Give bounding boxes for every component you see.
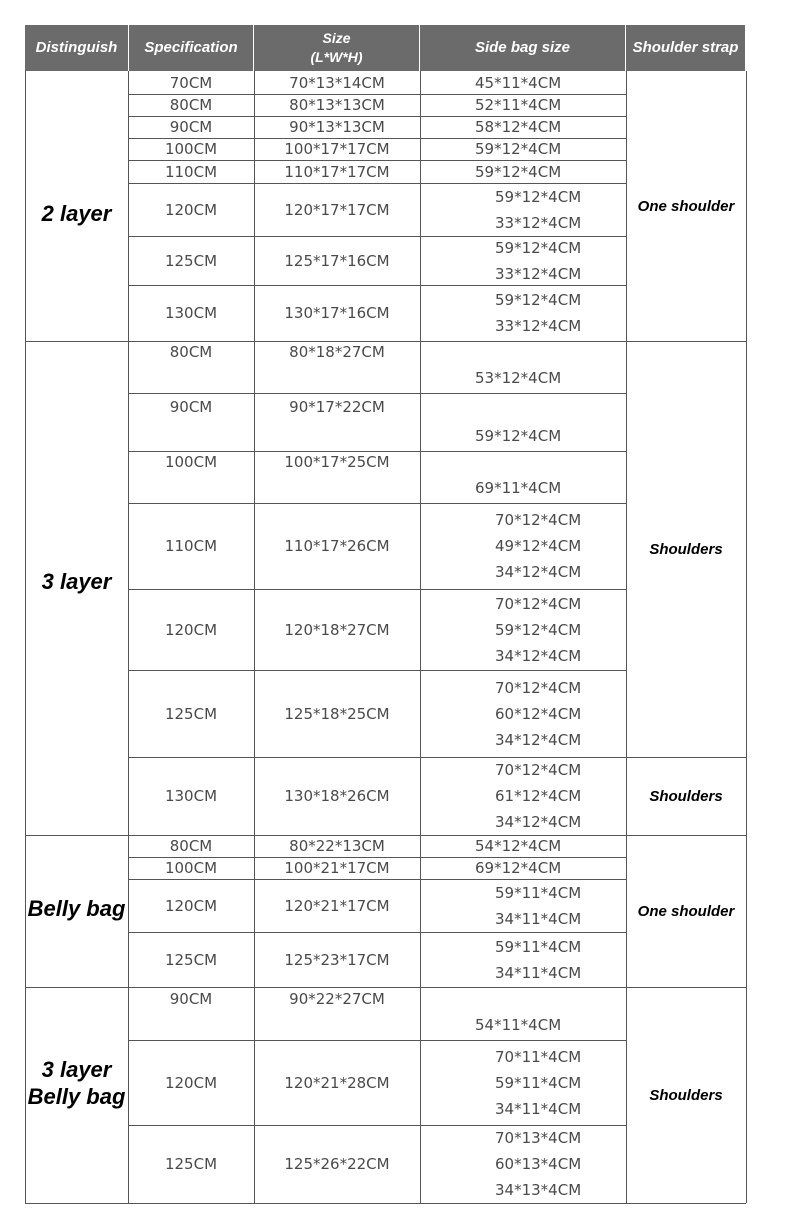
side-bag-size-value: 69*11*4CM (475, 479, 562, 497)
side-bag-size-value: 33*12*4CM (495, 213, 582, 232)
spec-cell: 120CM (164, 620, 218, 639)
side-bag-size-value: 61*12*4CM (495, 787, 582, 805)
size-cell: 110*17*26CM (284, 537, 390, 555)
size-cell: 90*22*27CM (289, 989, 385, 1008)
side-bag-size-value: 70*12*4CM (495, 511, 582, 529)
group-label-line: Belly bag (27, 1084, 126, 1109)
side-bag-size-value: 59*12*4CM (495, 238, 582, 257)
side-bag-size-value: 58*12*4CM (475, 118, 562, 136)
side-bag-size-value: 34*12*4CM (495, 730, 582, 749)
header-specification: Specification (129, 25, 253, 71)
side-bag-cell (420, 589, 626, 670)
size-cell: 90*13*13CM (289, 118, 385, 136)
group-label-line: 3 layer (41, 1057, 112, 1082)
spec-cell: 80CM (169, 837, 213, 855)
side-bag-size-value: 34*11*4CM (495, 1099, 582, 1118)
size-cell: 120*18*27CM (284, 620, 390, 639)
side-bag-size-value: 60*13*4CM (495, 1155, 582, 1173)
side-bag-cell (420, 932, 626, 987)
size-cell: 125*26*22CM (284, 1155, 390, 1173)
side-bag-size-value: 70*12*4CM (495, 678, 582, 697)
spec-cell: 120CM (164, 896, 218, 915)
header-size (254, 25, 419, 71)
side-bag-cell (420, 835, 626, 857)
header-size-line2: (L*W*H) (310, 49, 363, 65)
shoulder-strap-cell: Shoulders (649, 540, 723, 558)
side-bag-size-value: 59*11*4CM (495, 1073, 582, 1092)
size-cell: 120*21*28CM (284, 1073, 390, 1092)
side-bag-size-value: 70*12*4CM (495, 761, 582, 779)
size-cell: 125*17*16CM (284, 251, 390, 270)
group-label (25, 832, 128, 984)
side-bag-cell (420, 987, 626, 1040)
spec-cell: 100CM (164, 453, 218, 471)
side-bag-size-value: 34*11*4CM (495, 963, 582, 982)
size-cell: 80*18*27CM (289, 343, 385, 361)
spec-cell: 80CM (169, 343, 213, 361)
side-bag-cell (420, 116, 626, 138)
group-label-line: 3 layer (41, 568, 112, 594)
side-bag-size-value: 59*12*4CM (495, 620, 582, 639)
size-cell: 90*17*22CM (289, 398, 385, 416)
side-bag-cell (420, 94, 626, 116)
size-cell: 70*13*14CM (289, 73, 385, 92)
header-shoulder-strap: Shoulder strap (626, 25, 745, 71)
side-bag-size-value: 34*12*4CM (495, 646, 582, 665)
side-bag-cell (420, 857, 626, 879)
side-bag-size-value: 34*13*4CM (495, 1181, 582, 1199)
spec-cell: 70CM (169, 73, 213, 92)
side-bag-cell (420, 451, 626, 503)
size-cell: 80*22*13CM (289, 837, 385, 855)
side-bag-cell (420, 879, 626, 932)
spec-cell: 130CM (164, 304, 218, 322)
spec-cell: 125CM (164, 950, 218, 969)
side-bag-cell (420, 393, 626, 451)
spec-cell: 80CM (169, 96, 213, 114)
side-bag-size-value: 59*11*4CM (495, 937, 582, 956)
shoulder-strap-cell: One shoulder (637, 197, 735, 215)
side-bag-size-value: 34*11*4CM (495, 909, 582, 928)
side-bag-size-value: 70*12*4CM (495, 594, 582, 613)
side-bag-size-value: 34*12*4CM (495, 563, 582, 581)
spec-cell: 100CM (164, 140, 218, 158)
spec-cell: 120CM (164, 1073, 218, 1092)
spec-cell: 125CM (164, 704, 218, 723)
size-cell: 80*13*13CM (289, 96, 385, 114)
spec-cell: 110CM (164, 537, 218, 555)
side-bag-cell (420, 341, 626, 393)
shoulder-strap-cell: Shoulders (649, 1086, 723, 1104)
spec-cell: 90CM (169, 989, 213, 1008)
side-bag-size-value: 33*12*4CM (495, 264, 582, 283)
side-bag-size-value: 34*12*4CM (495, 813, 582, 831)
header-distinguish: Distinguish (25, 25, 128, 71)
spec-cell: 90CM (169, 118, 213, 136)
side-bag-cell (420, 1040, 626, 1125)
side-bag-size-value: 59*12*4CM (495, 291, 582, 309)
side-bag-size-value: 54*11*4CM (475, 1016, 562, 1034)
spec-cell: 125CM (164, 1155, 218, 1173)
side-bag-cell (420, 670, 626, 757)
side-bag-cell (420, 138, 626, 160)
side-bag-cell (420, 183, 626, 236)
size-cell: 120*17*17CM (284, 200, 390, 219)
spec-cell: 90CM (169, 398, 213, 416)
spec-cell: 125CM (164, 251, 218, 270)
side-bag-size-value: 54*12*4CM (475, 837, 562, 855)
side-bag-size-value: 52*11*4CM (475, 96, 562, 114)
side-bag-size-value: 69*12*4CM (475, 859, 562, 877)
side-bag-size-value: 59*12*4CM (495, 187, 582, 206)
spec-cell: 120CM (164, 200, 218, 219)
side-bag-size-value: 60*12*4CM (495, 704, 582, 723)
shoulder-strap-cell: One shoulder (637, 902, 735, 920)
group-label-line: Belly bag (27, 895, 126, 921)
side-bag-size-value: 59*12*4CM (475, 427, 562, 445)
group-label (25, 975, 128, 1191)
shoulder-strap-cell: Shoulders (649, 787, 723, 805)
side-bag-cell (420, 160, 626, 183)
size-cell: 100*21*17CM (284, 859, 390, 877)
size-cell: 130*18*26CM (284, 787, 390, 805)
side-bag-cell (420, 236, 626, 285)
side-bag-size-value: 59*12*4CM (475, 140, 562, 158)
side-bag-cell (420, 503, 626, 589)
side-bag-size-value: 33*12*4CM (495, 317, 582, 335)
spec-cell: 100CM (164, 859, 218, 877)
group-label (25, 78, 128, 348)
side-bag-size-value: 49*12*4CM (495, 537, 582, 555)
side-bag-size-value: 53*12*4CM (475, 369, 562, 387)
side-bag-size-value: 45*11*4CM (475, 73, 562, 92)
spec-cell: 130CM (164, 787, 218, 805)
header-side-bag-size: Side bag size (420, 25, 625, 71)
size-cell: 125*23*17CM (284, 950, 390, 969)
size-cell: 125*18*25CM (284, 704, 390, 723)
side-bag-size-value: 59*12*4CM (475, 162, 562, 181)
header-size-line1: Size (322, 30, 351, 46)
size-cell: 100*17*17CM (284, 140, 390, 158)
size-cell: 110*17*17CM (284, 162, 390, 181)
size-cell: 130*17*16CM (284, 304, 390, 322)
size-cell: 120*21*17CM (284, 896, 390, 915)
spec-cell: 110CM (164, 162, 218, 181)
side-bag-cell (420, 285, 626, 341)
side-bag-cell (420, 71, 626, 94)
side-bag-size-value: 59*11*4CM (495, 883, 582, 902)
group-label (25, 334, 128, 828)
side-bag-size-value: 70*11*4CM (495, 1047, 582, 1066)
side-bag-cell (420, 1125, 626, 1203)
side-bag-cell (420, 757, 626, 835)
size-cell: 100*17*25CM (284, 453, 390, 471)
side-bag-size-value: 70*13*4CM (495, 1129, 582, 1147)
group-label-line: 2 layer (41, 200, 112, 226)
